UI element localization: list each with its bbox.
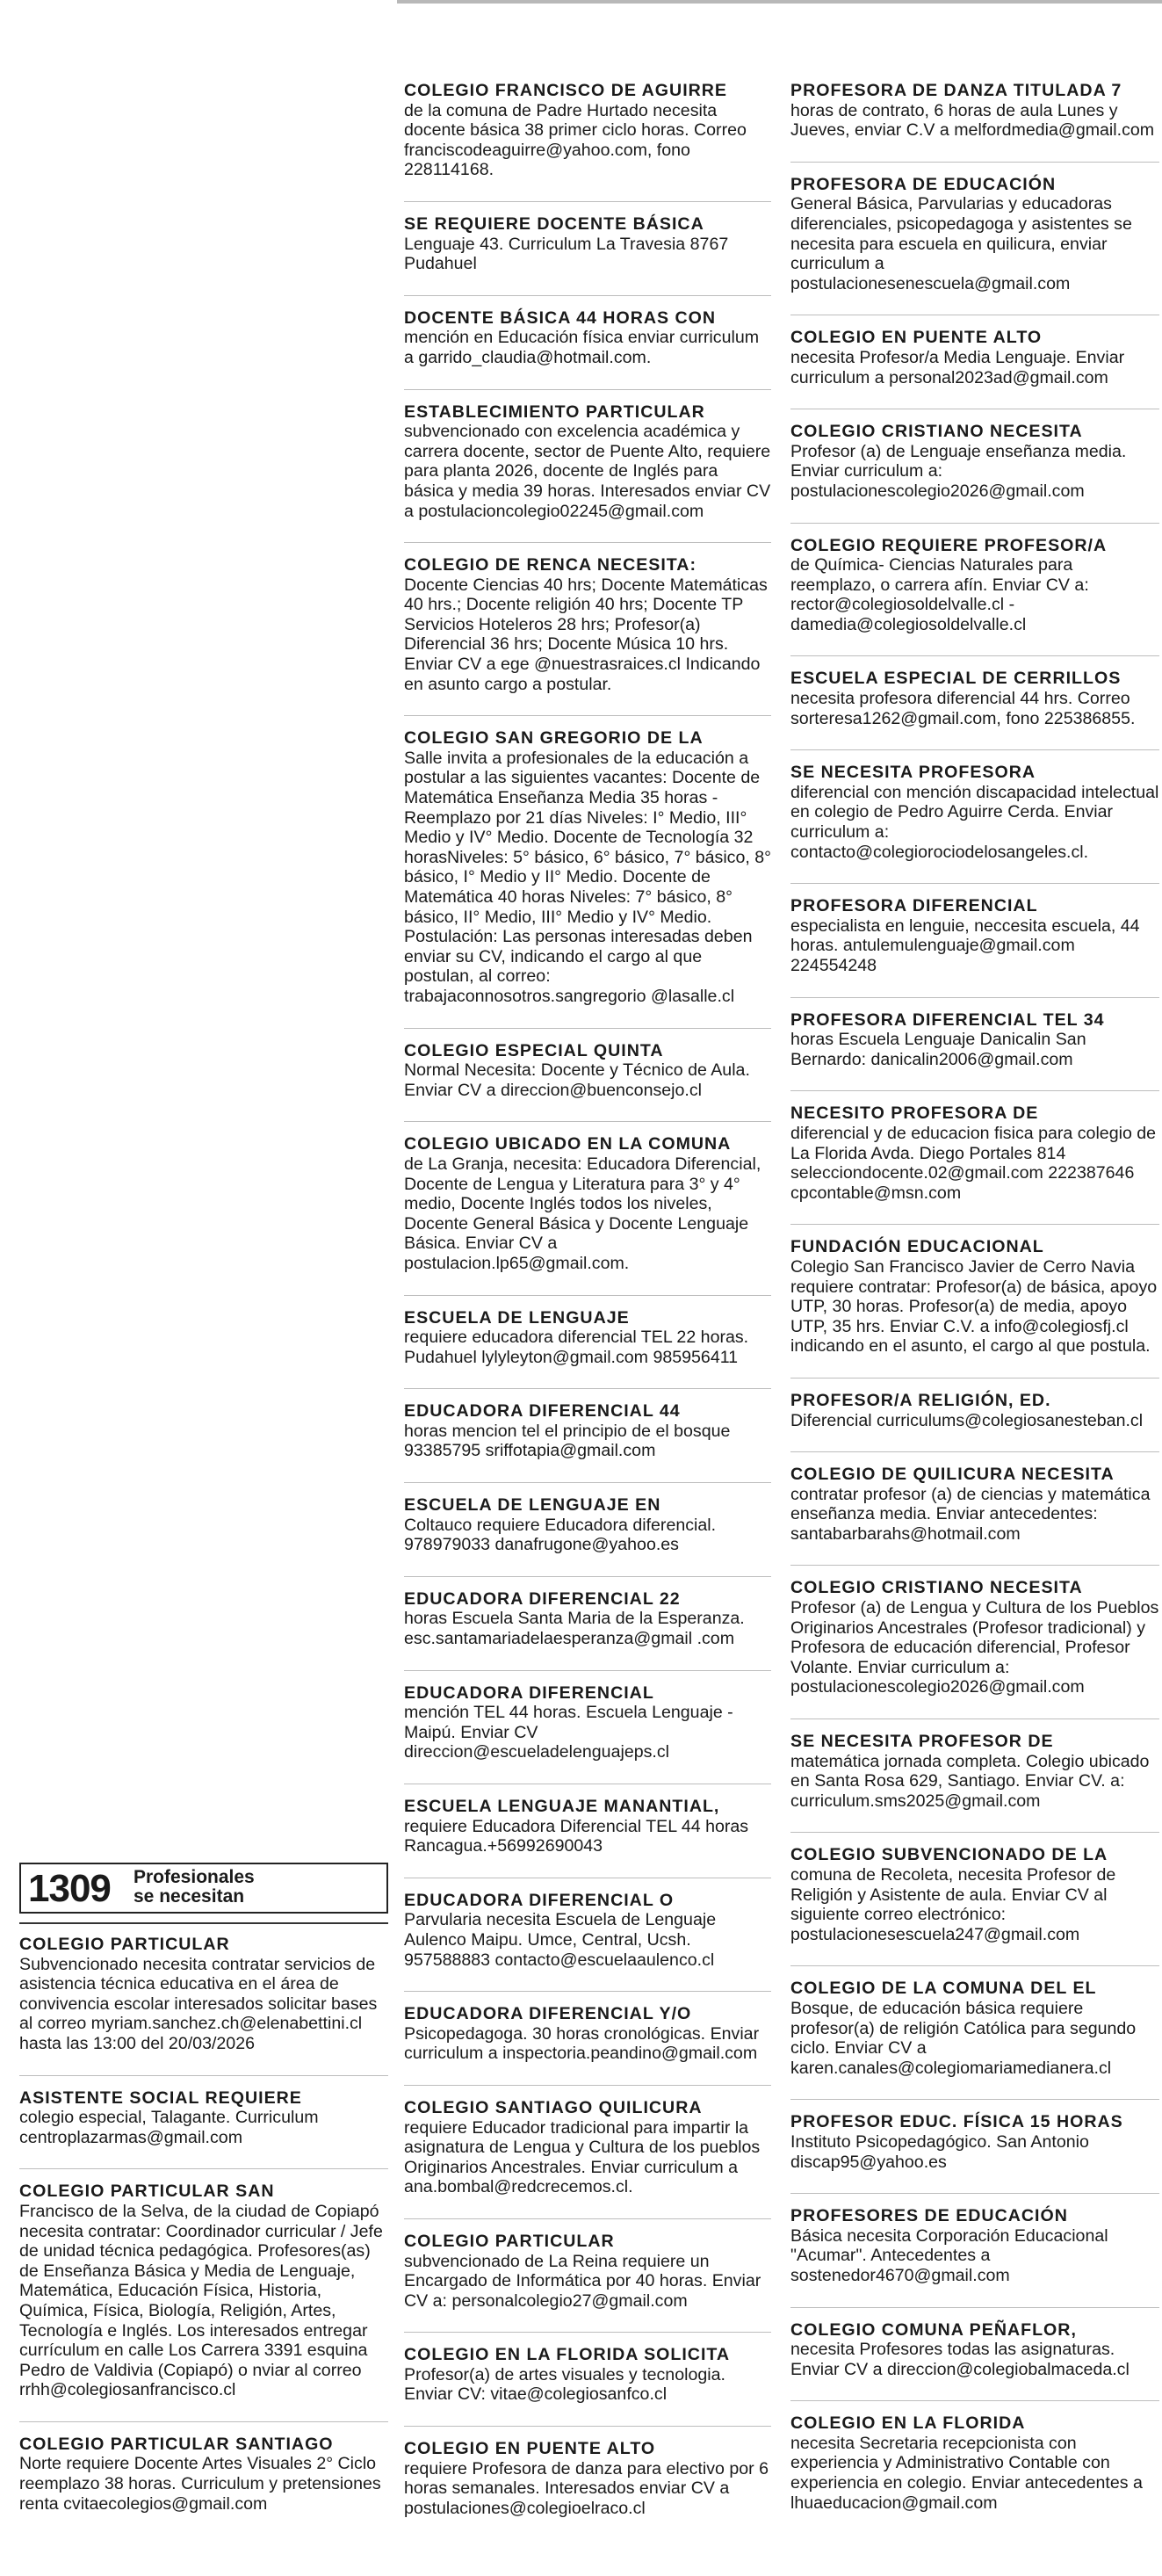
column-1	[19, 1863, 388, 2535]
ad-body: Francisco de la Selva, de la ciudad de Copiapó necesita contratar: Coordinador curricular / Jefe de unidad técnica pedagógica. Profesores(as) de Enseñanza Básica y Media de Lenguaje, Matemática, Educación Física, Historia, Química, Física, Biología, Religión, Artes, Tecnología e Inglés. Los interesados entregar currículum en calle Los Carrera 3391 esquina Pedro de Valdivia (Copiapó) o nviar al correo rrhh@colegiosanfrancisco.cl	[19, 2201, 383, 2400]
ad-divider	[790, 2400, 1159, 2401]
ad-title: EDUCADORA DIFERENCIAL Y/O	[404, 2004, 692, 2024]
ad-divider	[404, 1670, 771, 1671]
ad-title: PROFESOR/A RELIGIÓN, ED.	[790, 1390, 1051, 1410]
classified-list	[19, 1935, 388, 2514]
classified-ad	[404, 2232, 771, 2311]
column-2	[404, 81, 771, 2539]
ad-title: COLEGIO PARTICULAR SANTIAGO	[19, 2434, 334, 2454]
ad-body: requiere Profesora de danza para electivo por 6 horas semanales. Interesados enviar CV a postulaciones@colegioelraco.cl	[404, 2458, 769, 2518]
ad-body: mención TEL 44 horas. Escuela Lenguaje - Maipú. Enviar CV direccion@escueladelenguajeps.cl	[404, 1703, 733, 1762]
ad-body: horas de contrato, 6 horas de aula Lunes y Jueves, enviar C.V a melfordmedia@gmail.com	[790, 100, 1155, 141]
ad-body: matemática jornada completa. Colegio ubicado en Santa Rosa 629, Santiago. Enviar CV. a: curriculum.sms2025@gmail.com	[790, 1751, 1150, 1811]
ad-title: COLEGIO PARTICULAR	[19, 1935, 230, 1954]
ad-body: requiere Educadora Diferencial TEL 44 horas Rancagua.+56992690043	[404, 1816, 749, 1856]
ad-title: COLEGIO EN PUENTE ALTO	[790, 328, 1043, 348]
ad-divider	[790, 1965, 1159, 1966]
ad-body: Instituto Psicopedagógico. San Antonio discap95@yahoo.es	[790, 2131, 1089, 2172]
classified-ad	[790, 1578, 1159, 1697]
classified-ad	[404, 1683, 771, 1762]
ad-body: necesita Profesores todas las asignaturas. Enviar CV a direccion@colegiobalmaceda.cl	[790, 2340, 1130, 2379]
ad-title: ESCUELA ESPECIAL DE CERRILLOS	[790, 669, 1122, 689]
ad-body: Bosque, de educación básica requiere profesor(a) de religión Católica para segundo ciclo. Enviar CV a karen.canales@colegiomariamedianera.cl	[790, 1998, 1137, 2078]
classified-ad	[404, 2098, 771, 2197]
ad-divider	[404, 389, 771, 390]
ad-body: General Básica, Parvularias y educadoras diferenciales, psicopedagoga y asistentes se necesita para escuela en quilicura, enviar curriculum a postulacionesenescuela@gmail.com	[790, 194, 1132, 293]
classified-ad	[404, 1134, 771, 1273]
section-number: 1309	[28, 1867, 111, 1910]
ad-body: horas Escuela Lenguaje Danicalin San Bernardo: danicalin2006@gmail.com	[790, 1030, 1086, 1069]
classified-ad	[790, 1391, 1159, 1430]
ad-divider	[404, 1991, 771, 1992]
classified-ad	[404, 1891, 771, 1970]
classified-ad	[404, 1495, 771, 1555]
ad-title: COLEGIO EN LA FLORIDA SOLICITA	[404, 2345, 731, 2365]
ad-body: Subvencionado necesita contratar servicios de asistencia técnica educativa en el área de convivencia escolar interesados solicitar bases al correo myriam.sanchez.ch@elenabettini.cl hasta las 13:00 del 20/03/2026	[19, 1954, 378, 2053]
ad-title: COLEGIO SUBVENCIONADO DE LA	[790, 1845, 1108, 1865]
ad-title: EDUCADORA DIFERENCIAL 22	[404, 1588, 681, 1609]
section-label-line-1: Profesionales	[134, 1867, 255, 1887]
ad-title: DOCENTE BÁSICA 44 HORAS CON	[404, 308, 717, 328]
ad-title: EDUCADORA DIFERENCIAL	[404, 1682, 654, 1703]
ad-divider	[790, 1451, 1159, 1452]
classified-ad	[404, 2004, 771, 2064]
ad-body: de la comuna de Padre Hurtado necesita docente básica 38 primer ciclo horas. Correo franciscodeaguirre@yahoo.com, fono 228114168.	[404, 100, 747, 180]
ad-body: Colegio San Francisco Javier de Cerro Navia requiere contratar: Profesor(a) de básica, apoyo UTP, 30 horas. Profesor(a) de media, apoyo UTP, 35 hrs. Enviar C.V. a info@colegiosfj.cl indicando en el asunto, el cargo al que postula.	[790, 1256, 1158, 1357]
classified-ad	[404, 1041, 771, 1101]
classified-list	[790, 81, 1159, 2513]
classified-ad	[19, 2435, 388, 2514]
classified-ad	[404, 1308, 771, 1368]
classified-ad	[790, 1732, 1159, 1811]
ad-divider	[404, 2332, 771, 2333]
ad-body: Profesor (a) de Lenguaje enseñanza media. Enviar curriculum a: postulacionescolegio2026@gmail.com	[790, 441, 1127, 501]
classified-ad	[404, 1589, 771, 1649]
ad-body: Normal Necesita: Docente y Técnico de Aula. Enviar CV a direccion@buenconsejo.cl	[404, 1060, 750, 1100]
ad-divider	[404, 295, 771, 296]
classified-ad	[790, 81, 1159, 141]
ad-body: subvencionado con excelencia académica y carrera docente, sector de Puente Alto, requiere para planta 2026, docente de Inglés para básica y media 39 horas. Interesados enviar CV a postulacioncolegio02245@gmail.com	[404, 422, 771, 521]
ad-title: PROFESORA DIFERENCIAL	[790, 896, 1038, 916]
ad-divider	[790, 997, 1159, 998]
ad-body: Lenguaje 43. Curriculum La Travesia 8767 Pudahuel	[404, 234, 729, 274]
ad-title: ESTABLECIMIENTO PARTICULAR	[404, 402, 705, 422]
ad-title: COLEGIO REQUIERE PROFESOR/A	[790, 535, 1108, 555]
ad-title: COLEGIO DE QUILICURA NECESITA	[790, 1465, 1115, 1485]
ad-divider	[790, 1224, 1159, 1225]
classified-ad	[790, 763, 1159, 862]
ad-title: COLEGIO SAN GREGORIO DE LA	[404, 728, 704, 749]
ad-body: subvencionado de La Reina requiere un Encargado de Informática por 40 horas. Enviar CV a: personalcolegio27@gmail.com	[404, 2251, 761, 2311]
ad-body: Docente Ciencias 40 hrs; Docente Matemáticas 40 hrs.; Docente religión 40 hrs; Docente TP Servicios Hoteleros 28 hrs; Profesor(a) Diferencial 36 hrs; Docente Música 10 hrs. Enviar CV a ege @nuestrasraices.cl Indicando en asunto cargo a postular.	[404, 575, 768, 694]
ad-title: PROFESORA DIFERENCIAL TEL 34	[790, 1009, 1105, 1030]
ad-title: FUNDACIÓN EDUCACIONAL	[790, 1237, 1044, 1257]
ad-title: ESCUELA DE LENGUAJE EN	[404, 1495, 661, 1516]
ad-divider	[19, 2168, 388, 2169]
ad-body: especialista en lenguie, neccesita escuela, 44 horas. antulemulenguaje@gmail.com 224554248	[790, 915, 1140, 975]
ad-body: Salle invita a profesionales de la educación a postular a las siguientes vacantes: Docente de Matemática Enseñanza Media 35 horas - Reemplazo por 21 días Niveles: I° Medio, III° Medio y IV° Medio. Docente de Tecnología 32 horasNiveles: 5° básico, 6° básico, 7° básico, 8° básico, I° Medio y II° Medio. Docente de Matemática 40 horas Niveles: 7° básico, 8° básico, II° Medio, III° Medio y IV° Medio. Postulación: Las personas interesadas deben enviar su CV, indicando el cargo al que postulan, al correo: trabajaconnosotros.sangregorio @lasalle.cl	[404, 748, 771, 1006]
ad-divider	[790, 523, 1159, 524]
ad-body: Psicopedagoga. 30 horas cronológicas. Enviar curriculum a inspectoria.peandino@gmail.com	[404, 2023, 760, 2064]
ad-divider	[404, 1121, 771, 1122]
ad-body: Profesor (a) de Lengua y Cultura de los Pueblos Originarios Ancestrales (Profesor tradicional) y Profesora de educación diferencial, Profesor Volante. Enviar curriculum a: postulacionescolegio2026@gmail.com	[790, 1598, 1159, 1697]
ad-title: COLEGIO COMUNA PEÑAFLOR,	[790, 2319, 1077, 2340]
classified-ad	[404, 555, 771, 694]
classified-ad	[404, 728, 771, 1006]
ad-title: PROFESORES DE EDUCACIÓN	[790, 2206, 1068, 2226]
classified-list	[404, 81, 771, 2518]
classified-ad	[790, 328, 1159, 387]
classified-ad	[790, 1010, 1159, 1070]
ad-title: COLEGIO DE RENCA NECESITA:	[404, 555, 696, 575]
classified-ad	[404, 214, 771, 274]
ad-divider	[790, 162, 1159, 163]
section-rule	[19, 1922, 388, 1924]
classified-ad	[19, 2182, 388, 2400]
top-border	[397, 0, 1162, 4]
column-3	[790, 81, 1159, 2534]
ad-body: colegio especial, Talagante. Curriculum centroplazarmas@gmail.com	[19, 2108, 319, 2147]
ad-divider	[790, 2099, 1159, 2100]
classified-ad	[790, 2320, 1159, 2380]
classified-ad	[790, 669, 1159, 728]
ad-title: SE NECESITA PROFESOR DE	[790, 1732, 1054, 1752]
ad-title: SE NECESITA PROFESORA	[790, 763, 1036, 783]
ad-divider	[404, 2085, 771, 2086]
ad-divider	[790, 655, 1159, 656]
classified-ad	[790, 2206, 1159, 2285]
classified-ad	[790, 896, 1159, 975]
classified-ad	[19, 2088, 388, 2148]
ad-divider	[790, 883, 1159, 884]
ad-title: PROFESOR EDUC. FÍSICA 15 HORAS	[790, 2112, 1123, 2132]
classified-ad	[404, 308, 771, 368]
ad-body: mención en Educación física enviar curriculum a garrido_claudia@hotmail.com.	[404, 328, 760, 367]
classified-ad	[790, 1103, 1159, 1203]
section-label	[134, 1868, 255, 1907]
ad-title: COLEGIO CRISTIANO NECESITA	[790, 422, 1083, 442]
ad-divider	[404, 542, 771, 543]
ad-divider	[404, 1576, 771, 1577]
ad-body: necesita profesora diferencial 44 hrs. Correo sorteresa1262@gmail.com, fono 225386855.	[790, 689, 1136, 728]
ad-divider	[404, 1295, 771, 1296]
ad-title: EDUCADORA DIFERENCIAL O	[404, 1890, 675, 1910]
ad-divider	[404, 2218, 771, 2219]
section-header	[19, 1863, 388, 1914]
ad-title: COLEGIO PARTICULAR SAN	[19, 2182, 275, 2202]
ad-divider	[790, 2307, 1159, 2308]
classified-ad	[790, 536, 1159, 635]
ad-body: Básica necesita Corporación Educacional "Acumar". Antecedentes a sostenedor4670@gmail.com	[790, 2225, 1108, 2285]
ad-body: de La Granja, necesita: Educadora Diferencial, Docente de Lengua y Literatura para 3° y 4° medio, Docente Inglés todos los niveles, Docente General Básica y Docente Lenguaje Básica. Enviar CV a postulacion.lp65@gmail.com.	[404, 1154, 761, 1273]
ad-divider	[790, 1832, 1159, 1833]
ad-divider	[404, 1028, 771, 1029]
ad-divider	[790, 1090, 1159, 1091]
ad-title: COLEGIO PARTICULAR	[404, 2231, 615, 2251]
classified-ad	[790, 2112, 1159, 2172]
ad-divider	[19, 2421, 388, 2422]
classified-ad	[404, 402, 771, 522]
ad-body: de Química- Ciencias Naturales para reemplazo, o carrera afín. Enviar CV a: rector@colegiosoldelvalle.cl - damedia@colegiosoldelvalle.cl	[790, 555, 1089, 634]
ad-title: COLEGIO CRISTIANO NECESITA	[790, 1578, 1083, 1598]
classified-ad	[404, 1797, 771, 1856]
ad-body: horas Escuela Santa Maria de la Esperanza. esc.santamariadelaesperanza@gmail .com	[404, 1609, 745, 1649]
classified-ad	[790, 2413, 1159, 2513]
classified-ad	[404, 81, 771, 180]
ad-body: Coltauco requiere Educadora diferencial. 978979033 danafrugone@yahoo.es	[404, 1515, 717, 1555]
ad-body: Diferencial curriculums@colegiosanesteban.cl	[790, 1410, 1144, 1430]
ad-divider	[19, 2075, 388, 2076]
ad-title: COLEGIO FRANCISCO DE AGUIRRE	[404, 81, 728, 100]
ad-title: PROFESORA DE EDUCACIÓN	[790, 174, 1057, 194]
ad-divider	[404, 1388, 771, 1389]
ad-divider	[790, 2193, 1159, 2194]
ad-title: COLEGIO EN PUENTE ALTO	[404, 2439, 656, 2459]
ad-body: Profesor(a) de artes visuales y tecnologia. Enviar CV: vitae@colegiosanfco.cl	[404, 2364, 725, 2405]
ad-title: ESCUELA LENGUAJE MANANTIAL,	[404, 1797, 720, 1816]
ad-title: PROFESORA DE DANZA TITULADA 7	[790, 81, 1122, 100]
ad-divider	[790, 749, 1159, 750]
ad-title: ESCUELA DE LENGUAJE	[404, 1307, 630, 1328]
ad-body: comuna de Recoleta, necesita Profesor de Religión y Asistente de aula. Enviar CV al siguiente correo electrónico: postulacionesescuela247@gmail.com	[790, 1865, 1116, 1944]
ad-divider	[404, 715, 771, 716]
ad-body: requiere educadora diferencial TEL 22 horas. Pudahuel lylyleyton@gmail.com 985956411	[404, 1328, 749, 1367]
ad-divider	[404, 201, 771, 202]
classified-ad	[404, 2345, 771, 2405]
ad-body: diferencial con mención discapacidad intelectual en colegio de Pedro Aguirre Cerda. Enviar curriculum a: contacto@colegiorociodelosangeles.cl.	[790, 782, 1159, 862]
classified-ad	[790, 1237, 1159, 1357]
classified-ad	[790, 1845, 1159, 1944]
classified-ad	[790, 175, 1159, 294]
ad-body: necesita Secretaria recepcionista con experiencia y Administrativo Contable con experiencia en colegio. Enviar antecedentes a lhuaeducacion@gmail.com	[790, 2433, 1143, 2513]
ad-title: COLEGIO ESPECIAL QUINTA	[404, 1040, 664, 1060]
ad-title: NECESITO PROFESORA DE	[790, 1103, 1039, 1124]
ad-title: EDUCADORA DIFERENCIAL 44	[404, 1401, 681, 1422]
classified-ad	[404, 2439, 771, 2518]
classified-ad	[790, 1465, 1159, 1544]
classified-ad	[790, 1979, 1159, 2078]
section-label-line-2: se necesitan	[134, 1886, 245, 1907]
classified-ad	[404, 1401, 771, 1461]
ad-title: COLEGIO DE LA COMUNA DEL EL	[790, 1979, 1097, 1999]
ad-body: necesita Profesor/a Media Lenguaje. Enviar curriculum a personal2023ad@gmail.com	[790, 347, 1125, 387]
ad-title: ASISTENTE SOCIAL REQUIERE	[19, 2088, 302, 2108]
ad-body: horas mencion tel el principio de el bosque 93385795 sriffotapia@gmail.com	[404, 1421, 731, 1461]
classified-ad	[790, 422, 1159, 501]
ad-body: requiere Educador tradicional para impartir la asignatura de Lengua y Cultura de los pueblos Originarios Ancestrales. Enviar curriculum a ana.bombal@redcrecemos.cl.	[404, 2117, 761, 2197]
ad-divider	[790, 1565, 1159, 1566]
ad-title: COLEGIO SANTIAGO QUILICURA	[404, 2097, 703, 2117]
classified-ad	[19, 1935, 388, 2054]
ad-body: contratar profesor (a) de ciencias y matemática enseñanza media. Enviar antecedentes: santabarbarahs@hotmail.com	[790, 1484, 1151, 1544]
ad-title: COLEGIO EN LA FLORIDA	[790, 2413, 1026, 2434]
ad-divider	[404, 2426, 771, 2427]
ad-body: diferencial y de educacion fisica para colegio de La Florida Avda. Diego Portales 814 selecciondocente.02@gmail.com 222387646 cpcontable@msn.com	[790, 1123, 1157, 1203]
ad-title: COLEGIO UBICADO EN LA COMUNA	[404, 1134, 732, 1154]
ad-body: Parvularia necesita Escuela de Lenguaje Aulenco Maipu. Umce, Central, Ucsh. 957588883 contacto@escuelaaulenco.cl	[404, 1910, 717, 1970]
ad-body: Norte requiere Docente Artes Visuales 2° Ciclo reemplazo 38 horas. Curriculum y pretensiones renta cvitaecolegios@gmail.com	[19, 2454, 381, 2514]
ad-divider	[404, 1482, 771, 1483]
ad-title: SE REQUIERE DOCENTE BÁSICA	[404, 213, 704, 234]
